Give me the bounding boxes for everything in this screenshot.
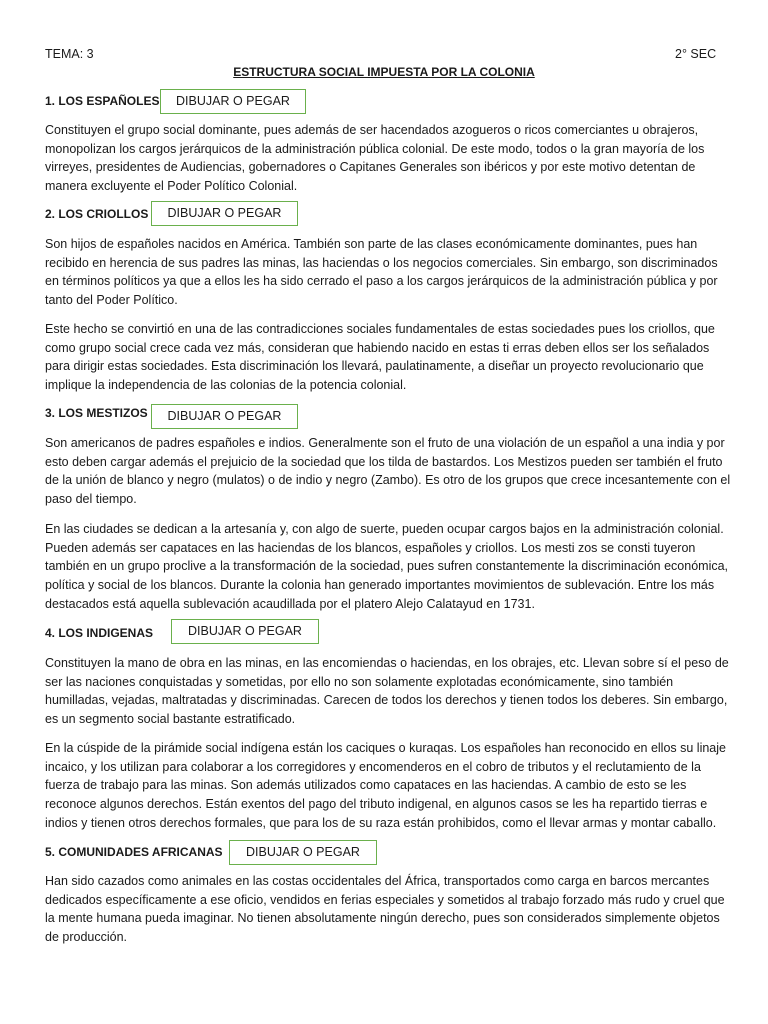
paragraph-mestizos-1: Son americanos de padres españoles e indios. Generalmente son el fruto de una violación de un español a una india y por esto deben cargar además el prejuicio de la sociedad que los tilda de bastardos. Los Mestizos pueden ser también el fruto de la unión de blanco y negro (mulatos) o de indio y negro (Zambo). Es otro de los grupos que crece incesantemente con el paso del tiempo. (45, 436, 731, 507)
section-heading-mestizos: 3. LOS MESTIZOS (45, 406, 148, 420)
paragraph-criollos-2: Este hecho se convirtió en una de las contradicciones sociales fundamentales de estas sociedades pues los criollos, que como grupo social crece cada vez más, consideran que habiendo nacido en estas ti erras deben ellos ser los señalados para dirigir estas sociedades. Esta discriminación los llevará, paulatinamente, a diseñar un proyecto revolucionario que implique la independencia de las colonias de la potencia colonial. (45, 322, 715, 393)
paragraph-indigenas-1: Constituyen la mano de obra en las minas, en las encomiendas o haciendas, en los obrajes, etc. Llevan sobre sí el peso de ser las naciones conquistadas y sometidas, por ello no son solamente explotadas económicamente, sino también humilladas, vejadas, maltratadas y discriminadas. Carecen de todos los derechos y tienen todos los deberes. Sin embargo, es un segmento social bastante estratificado. (45, 656, 729, 727)
draw-paste-box-africanas[interactable]: DIBUJAR O PEGAR (229, 840, 377, 865)
paragraph-espanoles-1: Constituyen el grupo social dominante, pues además de ser hacendados azogueros o ricos comerciantes u obrajeros, monopolizan los cargos jerárquicos de la administración pública colonial. De este modo, todos o la gran mayoría de los virreyes, presidentes de Audiencias, gobernadores o Capitanes Generales son ibéricos y por este motivo detentan de manera excluyente el Poder Político Colonial. (45, 123, 705, 194)
section-heading-africanas: 5. COMUNIDADES AFRICANAS (45, 845, 223, 859)
section-heading-indigenas: 4. LOS INDIGENAS (45, 626, 154, 640)
paragraph-indigenas-2: En la cúspide de la pirámide social indígena están los caciques o kuraqas. Los españoles han reconocido en ellos su linaje incaico, y los utilizan para colaborar a los corregidores y encomenderos en el cobro de tributos y el reclutamiento de la fuerza de trabajo para las minas. Son además utilizados como capataces en las haciendas. A cambio de esto se les reconoce algunos derechos. Están exentos del pago del tributo indigenal, en algunos casos se les ha repartido tierras e indios y tienen otros derechos formales, que para los de su raza están prohibidos, como el llevar armas y montar caballo. (45, 741, 726, 830)
draw-paste-box-indigenas[interactable]: DIBUJAR O PEGAR (171, 619, 319, 644)
tema-label: TEMA: 3 (45, 47, 94, 61)
section-heading-espanoles: 1. LOS ESPAÑOLES (45, 94, 160, 108)
draw-paste-box-mestizos[interactable]: DIBUJAR O PEGAR (151, 404, 298, 429)
grado-label: 2° SEC (675, 47, 717, 61)
draw-paste-box-espanoles[interactable]: DIBUJAR O PEGAR (160, 89, 306, 114)
paragraph-criollos-1: Son hijos de españoles nacidos en América. También son parte de las clases económicamente dominantes, pues han recibido en herencia de sus padres las minas, las haciendas o los negocios comerciales. Sin embargo, son discriminados en términos políticos ya que a ellos les ha sido cerrado el paso a los cargos jerárquicos de la administración pública y por tanto del Poder Político. (45, 237, 718, 308)
paragraph-africanas-1: Han sido cazados como animales en las costas occidentales del África, transportados como carga en barcos mercantes dedicados específicamente a ese oficio, vendidos en ferias especiales y sometidos al trabajo forzado más rudo y cruel que la mente humana pueda imaginar. No tienen absolutamente ningún derecho, pues son considerados simplemente objetos de producción. (45, 874, 725, 945)
document-title: ESTRUCTURA SOCIAL IMPUESTA POR LA COLONIA (233, 65, 535, 79)
section-heading-criollos: 2. LOS CRIOLLOS (45, 207, 149, 221)
paragraph-mestizos-2: En las ciudades se dedican a la artesanía y, con algo de suerte, pueden ocupar cargos bajos en la administración colonial. Pueden además ser capataces en las haciendas de los blancos, españoles y criollos. Los mesti zos se consti tuyeron también en un grupo proclive a la transformación de la sociedad, pues sufren constantemente la discriminación económica, política y social de los blancos. Durante la colonia han generado importantes movimientos de sublevación. Entre los más destacados está aquella sublevación acaudillada por el platero Alejo Calatayud en 1731. (45, 522, 729, 611)
draw-paste-box-criollos[interactable]: DIBUJAR O PEGAR (151, 201, 298, 226)
